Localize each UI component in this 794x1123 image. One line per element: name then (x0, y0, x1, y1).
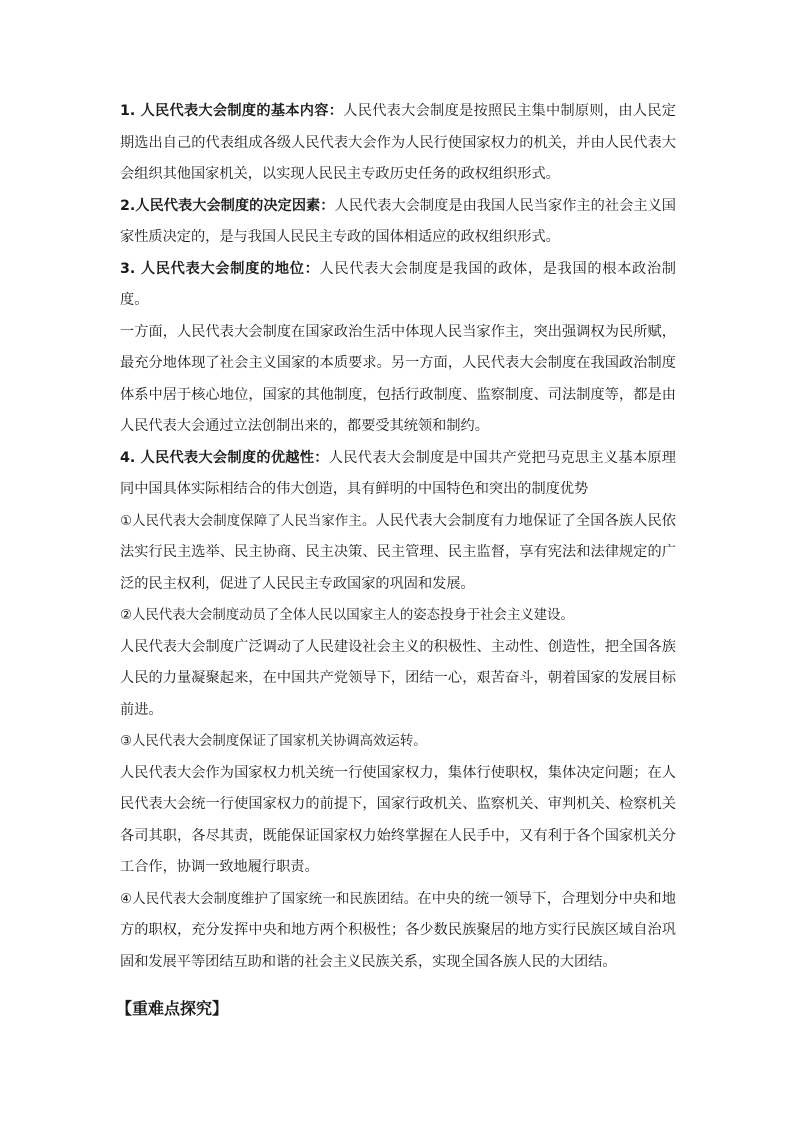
point-heading: ①人民代表大会制度保障了人民当家作主。 (120, 513, 376, 529)
point-4 (120, 884, 676, 979)
point-text: 人民代表大会制度有力地保证了全国各族人民依法实行民主选举、民主协商、民主决策、民主管理、民主监督，享有宪法和法律规定的广泛的民主权利，促进了人民民主专政国家的巩固和发展。 (120, 512, 676, 592)
paragraph-superiority (120, 443, 676, 506)
paragraph-status (120, 254, 676, 317)
point-2-text: 人民代表大会制度广泛调动了人民建设社会主义的积极性、主动性、创造性，把全国各族人民的力量凝聚起来，在中国共产党领导下，团结一心，艰苦奋斗，朝着国家的发展目标前进。 (120, 638, 676, 718)
point-3-text: 人民代表大会作为国家权力机关统一行使国家权力，集体行使职权，集体决定问题；在人民代表大会统一行使国家权力的前提下，国家行政机关、监察机关、审判机关、检察机关各司其职，各尽其责，既能保证国家权力始终掌握在人民手中，又有利于各个国家机关分工合作，协调一致地履行职责。 (120, 764, 676, 875)
section-title: 【重难点探究】 (116, 999, 229, 1018)
paragraph-label: 2.人民代表大会制度的决定因素： (120, 197, 335, 214)
paragraph-label: 4. 人民代表大会制度的优越性： (120, 449, 329, 466)
point-3-heading: ③人民代表大会制度保证了国家机关协调高效运转。 (120, 734, 427, 749)
point-2-heading: ②人民代表大会制度动员了全体人民以国家主人的姿态投身于社会主义建设。 (120, 608, 574, 623)
paragraph-determining-factor (120, 191, 676, 254)
paragraph-text: 人民代表大会制度是我国的政体，是我国的根本政治制度。 (120, 260, 676, 308)
paragraph-text: 人民代表大会制度是由我国人民当家作主的社会主义国家性质决定的，是与我国人民民主专政的国体相适应的政权组织形式。 (120, 197, 676, 245)
point-text: 在中央的统一领导下，合理划分中央和地方的职权，充分发挥中央和地方两个积极性；各少数民族聚居的地方实行民族区域自治巩固和发展平等团结互助和谐的社会主义民族关系，实现全国各族人民的大团结。 (120, 890, 676, 970)
paragraph-status-detail: 一方面，人民代表大会制度在国家政治生活中体现人民当家作主，突出强调权为民所赋，最充分地体现了社会主义国家的本质要求。另一方面，人民代表大会制度在我国政治制度体系中居于核心地位，国家的其他制度，包括行政制度、监察制度、司法制度等，都是由人民代表大会通过立法创制出来的，都要受其统领和制约。 (120, 323, 676, 434)
paragraph-text: 人民代表大会制度是中国共产党把马克思主义基本原理同中国具体实际相结合的伟大创造，具有鲜明的中国特色和突出的制度优势 (120, 449, 676, 497)
point-1 (120, 506, 676, 601)
document-body (120, 96, 676, 978)
paragraph-basic-content (120, 96, 676, 191)
paragraph-text: 人民代表大会制度是按照民主集中制原则，由人民定期选出自己的代表组成各级人民代表大会作为人民行使国家权力的机关，并由人民代表大会组织其他国家机关，以实现人民民主专政历史任务的政权组织形式。 (120, 103, 676, 182)
paragraph-label: 1. 人民代表大会制度的基本内容： (120, 103, 344, 119)
point-heading: ④人民代表大会制度维护了国家统一和民族团结。 (120, 891, 418, 907)
paragraph-label: 3. 人民代表大会制度的地位： (120, 260, 320, 277)
